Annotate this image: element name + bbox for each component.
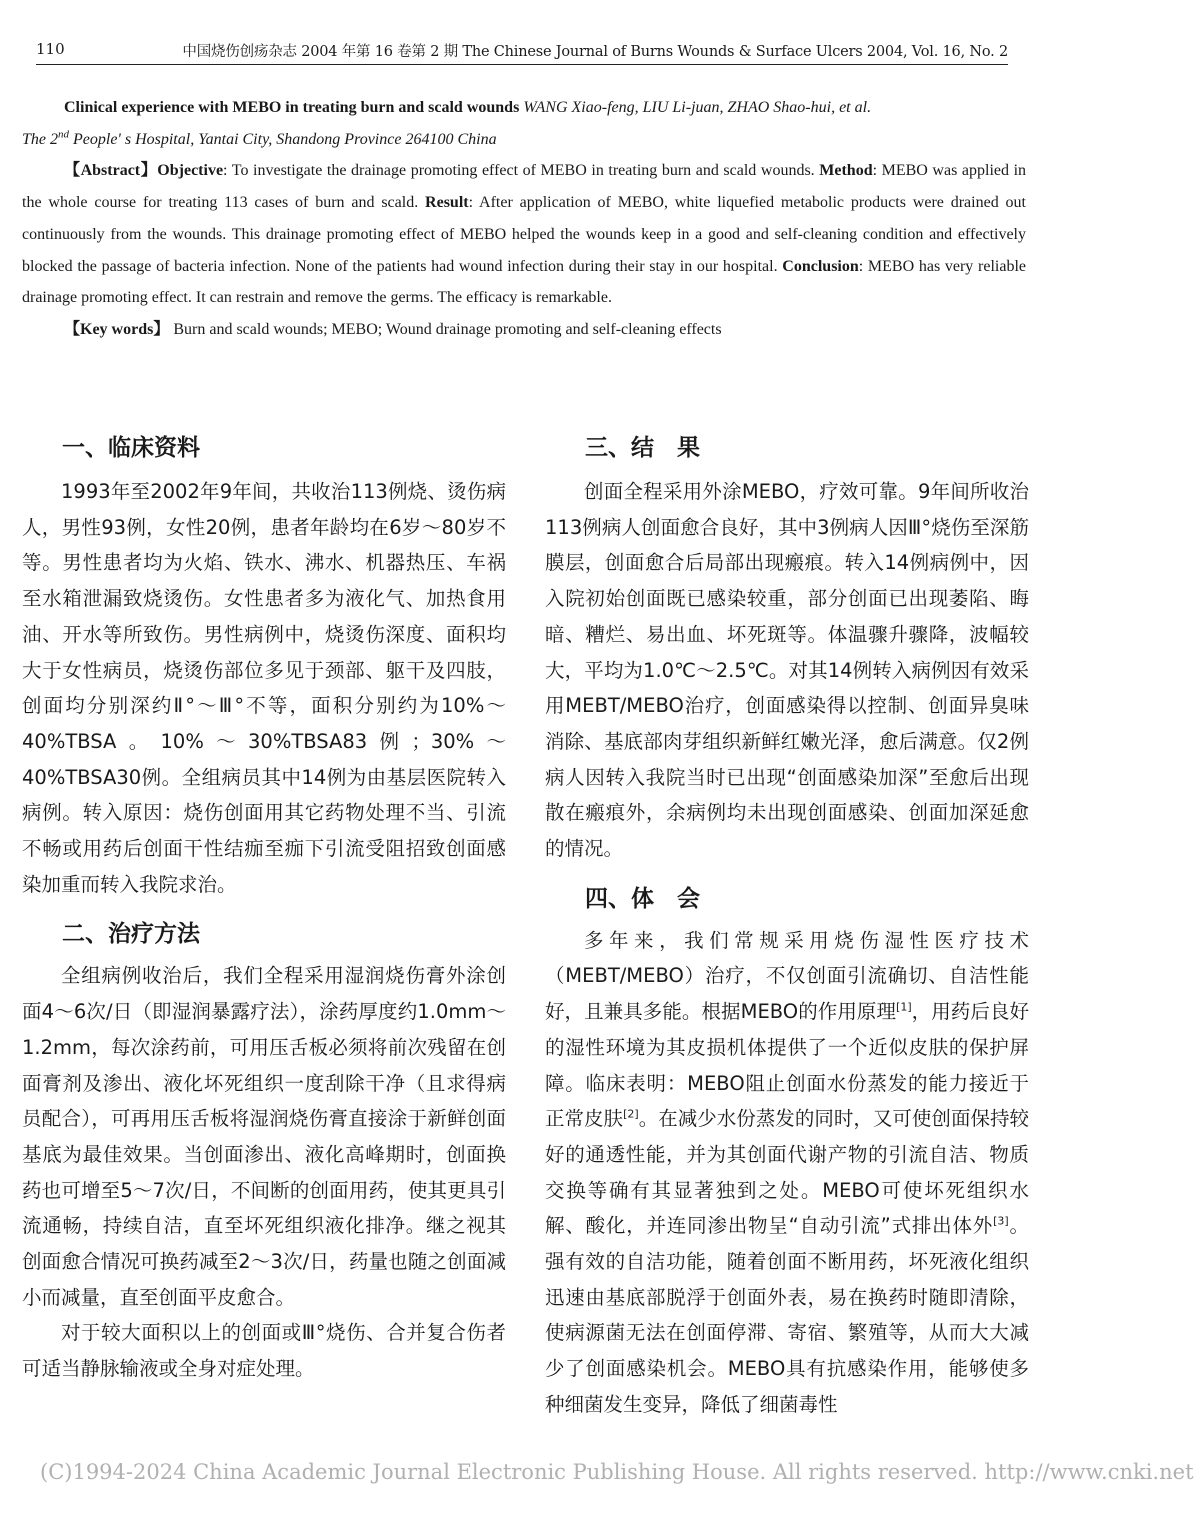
abstract-label: 【Abstract】 — [64, 162, 158, 180]
clinical-data-paragraph: 1993年至2002年9年间，共收治113例烧、烫伤病人，男性93例，女性20例，患者年龄均在6岁～80岁不等。男性患者均为火焰、铁水、沸水、机器热压、车祸至水箱泄漏致烧烫伤。女性患者多为液化气、加热食用油、开水等所致伤。男性病例中，烧烫伤深度、面积均大于女性病员，烧烫伤部位多见于颈部、躯干及四肢，创面均分别深约Ⅱ°～Ⅲ°不等，面积分别约为10%～40%TBSA。10%～30%TBSA83例；30%～40%TBSA30例。全组病员其中14例为由基层医院转入病例。转入原因：烧伤创面用其它药物处理不当、引流不畅或用药后创面干性结痂至痂下引流受阻招致创面感染加重而转入我院求治。 — [22, 480, 506, 896]
section-heading-treatment: 二、治疗方法 — [62, 921, 200, 948]
english-title-line — [22, 92, 1026, 124]
results-paragraph: 创面全程采用外涂MEBO，疗效可靠。9年间所收治113例病人创面愈合良好，其中3例病人因Ⅲ°烧伤至深筋膜层，创面愈合后局部出现瘢痕。转入14例病例中，因入院初始创面既已感染较重，部分创面已出现萎陷、晦暗、糟烂、易出血、坏死斑等。体温骤升骤降，波幅较大，平均为1.0℃～2.5℃。对其14例转入病例因有效采用MEBT/MEBO治疗，创面感染得以控制、创面异臭味消除、基底部肉芽组织新鲜红嫩光泽，愈后满意。仅2例病人因转入我院当时已出现“创面感染加深”至愈后出现散在瘢痕外，余病例均未出现创面感染、创面加深延愈的情况。 — [545, 480, 1029, 861]
copyright-watermark: (C)1994-2024 China Academic Journal Electronic Publishing House. All rights reserved. http://www.cnki.net — [40, 1460, 1194, 1484]
section-heading-clinical-data: 一、临床资料 — [62, 435, 200, 461]
journal-citation: 中国烧伤创疡杂志 2004 年第 16 卷第 2 期 The Chinese Journal of Burns Wounds & Surface Ulcers 2004, Vol. 16, No. 2 — [182, 44, 1008, 60]
section-heading-results: 三、结 果 — [585, 435, 700, 461]
right-column — [545, 428, 1029, 1423]
citation-1[interactable]: [1] — [896, 1000, 912, 1014]
citation-3[interactable]: [3] — [993, 1214, 1009, 1228]
keywords-label: 【Key words】 — [64, 320, 170, 338]
english-authors: WANG Xiao-feng, LIU Li-juan, ZHAO Shao-hui, et al. — [523, 99, 872, 116]
conclusion-label: Conclusion — [782, 257, 859, 275]
section-heading-discussion: 四、体 会 — [585, 885, 700, 912]
citation-2[interactable]: [2] — [623, 1107, 639, 1121]
result-label: Result — [425, 194, 469, 212]
objective-label: Objective — [157, 162, 224, 180]
english-abstract: 【Abstract】Objective: To investigate the drainage promoting effect of MEBO in treating burn and scald wounds. Method: MEBO was applied in the whole course for treating 113 cases of burn and scald. Result: After application of MEBO, white liquefied metabolic products were drained out continuously from the wounds. This drainage promoting effect of MEBO helped the wounds keep in a good and self-cleaning condition and effectively blocked the passage of bacteria infection. None of the patients had wound infection during their stay in our hospital. Conclusion: MEBO has very reliable drainage promoting effect. It can restrain and remove the germs. The efficacy is remarkable. — [22, 162, 1027, 307]
left-column — [22, 428, 506, 1387]
page-number: 110 — [36, 40, 65, 58]
english-affiliation: The 2nd People' s Hospital, Yantai City, Shandong Province 264100 China — [22, 128, 497, 148]
running-header — [36, 36, 1008, 65]
method-label: Method — [819, 162, 873, 180]
english-keywords: 【Key words】 Burn and scald wounds; MEBO; Wound drainage promoting and self-cleaning effects — [64, 320, 722, 338]
treatment-paragraph-1: 全组病例收治后，我们全程采用湿润烧伤膏外涂创面4～6次/日（即湿润暴露疗法），涂药厚度约1.0mm～1.2mm，每次涂药前，可用压舌板必须将前次残留在创面膏剂及渗出、液化坏死组织一度刮除干净（且求得病员配合），可再用压舌板将湿润烧伤膏直接涂于新鲜创面基底为最佳效果。当创面渗出、液化高峰期时，创面换药也可增至5～7次/日，不间断的创面用药，使其更具引流通畅，持续自洁，直至坏死组织液化排净。继之视其创面愈合情况可换药减至2～3次/日，药量也随之创面减小而减量，直至创面平皮愈合。 — [22, 964, 506, 1309]
treatment-paragraph-2: 对于较大面积以上的创面或Ⅲ°烧伤、合并复合伤者可适当静脉输液或全身对症处理。 — [22, 1321, 506, 1381]
discussion-paragraph: 多年来，我们常规采用烧伤湿性医疗技术（MEBT/MEBO）治疗，不仅创面引流确切、自洁性能好，且兼具多能。根据MEBO的作用原理[1]，用药后良好的湿性环境为其皮损机体提供了一个近似皮肤的保护屏障。临床表明：MEBO阻止创面水份蒸发的能力接近于正常皮肤[2]。在减少水份蒸发的同时，又可使创面保持较好的通透性能，并为其创面代谢产物的引流自洁、物质交换等确有其显著独到之处。MEBO可使坏死组织水解、酸化，并连同渗出物呈“自动引流”式排出体外[3]。强有效的自洁功能，随着创面不断用药，坏死液化组织迅速由基底部脱浮于创面外表，易在换药时随即清除，使病源菌无法在创面停滞、寄宿、繁殖等，从而大大减少了创面感染机会。MEBO具有抗感染作用，能够使多种细菌发生变异，降低了细菌毒性 — [545, 928, 1029, 1416]
english-abstract-block — [22, 92, 1026, 346]
english-title: Clinical experience with MEBO in treating burn and scald wounds — [64, 99, 520, 116]
